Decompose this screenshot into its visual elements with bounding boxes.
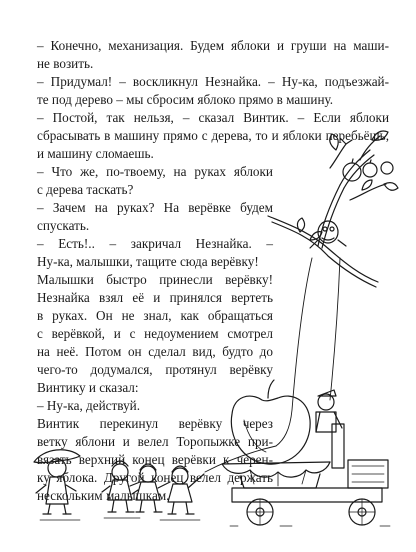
text-line: нескольким малышкам.	[37, 488, 170, 503]
text-line: в руках. Он не знал, как обращаться	[37, 308, 273, 323]
text-line: Ну-ка, малышки, тащите сюда верёвку!	[37, 254, 259, 269]
text-line: Незнайка взял её и принялся вертеть	[37, 290, 273, 305]
text-line: спускать.	[37, 218, 90, 233]
cart-with-giant-apple	[222, 380, 390, 526]
text-line: на неё. Потом он сделал вид, будто до	[37, 344, 273, 359]
text-line: ветку яблони и велел Торопыжке при-	[37, 434, 273, 449]
text-line: чего-то додумался, протянул верёвку	[37, 362, 273, 377]
text-line: Малышки быстро принесли верёвку!	[37, 272, 273, 287]
text-line: Винтику и сказал:	[37, 380, 139, 395]
rope	[205, 258, 340, 472]
text-line: с дерева таскать?	[37, 182, 134, 197]
text-line: – Есть!.. – закричал Незнайка. –	[37, 236, 273, 251]
text-line: ку яблока. Другой конец велел держать	[37, 470, 273, 485]
small-children-holding-rope	[34, 450, 204, 520]
text-line: сбрасывать в машину прямо с дерева, то и яблоки перебьёшь,	[37, 128, 389, 143]
text-line: и машину сломаешь.	[37, 146, 154, 161]
text-line: те под дерево – мы сбросим яблоко прямо в машину.	[37, 92, 334, 107]
text-line: – Конечно, механизация. Будем яблоки и груши на маши-	[37, 38, 389, 53]
text-line: с верёвкой, и с недоумением смотрел	[37, 326, 273, 341]
text-line: не возить.	[37, 56, 94, 71]
apple-tree-branch	[268, 131, 398, 287]
text-line: – Ну-ка, действуй.	[37, 398, 141, 413]
text-line: – Постой, так нельзя, – сказал Винтик. – Если яблоки	[37, 110, 389, 125]
text-line: – Зачем на руках? На верёвке будем	[37, 200, 273, 215]
text-line: – Придумал! – воскликнул Незнайка. – Ну-ка, подъезжай-	[37, 74, 389, 89]
text-line: – Что же, по-твоему, на руках яблоки	[37, 164, 273, 179]
text-line: вязать верхний конец верёвки к черен-	[37, 452, 273, 467]
text-line: Винтик перекинул верёвку через	[37, 416, 273, 431]
